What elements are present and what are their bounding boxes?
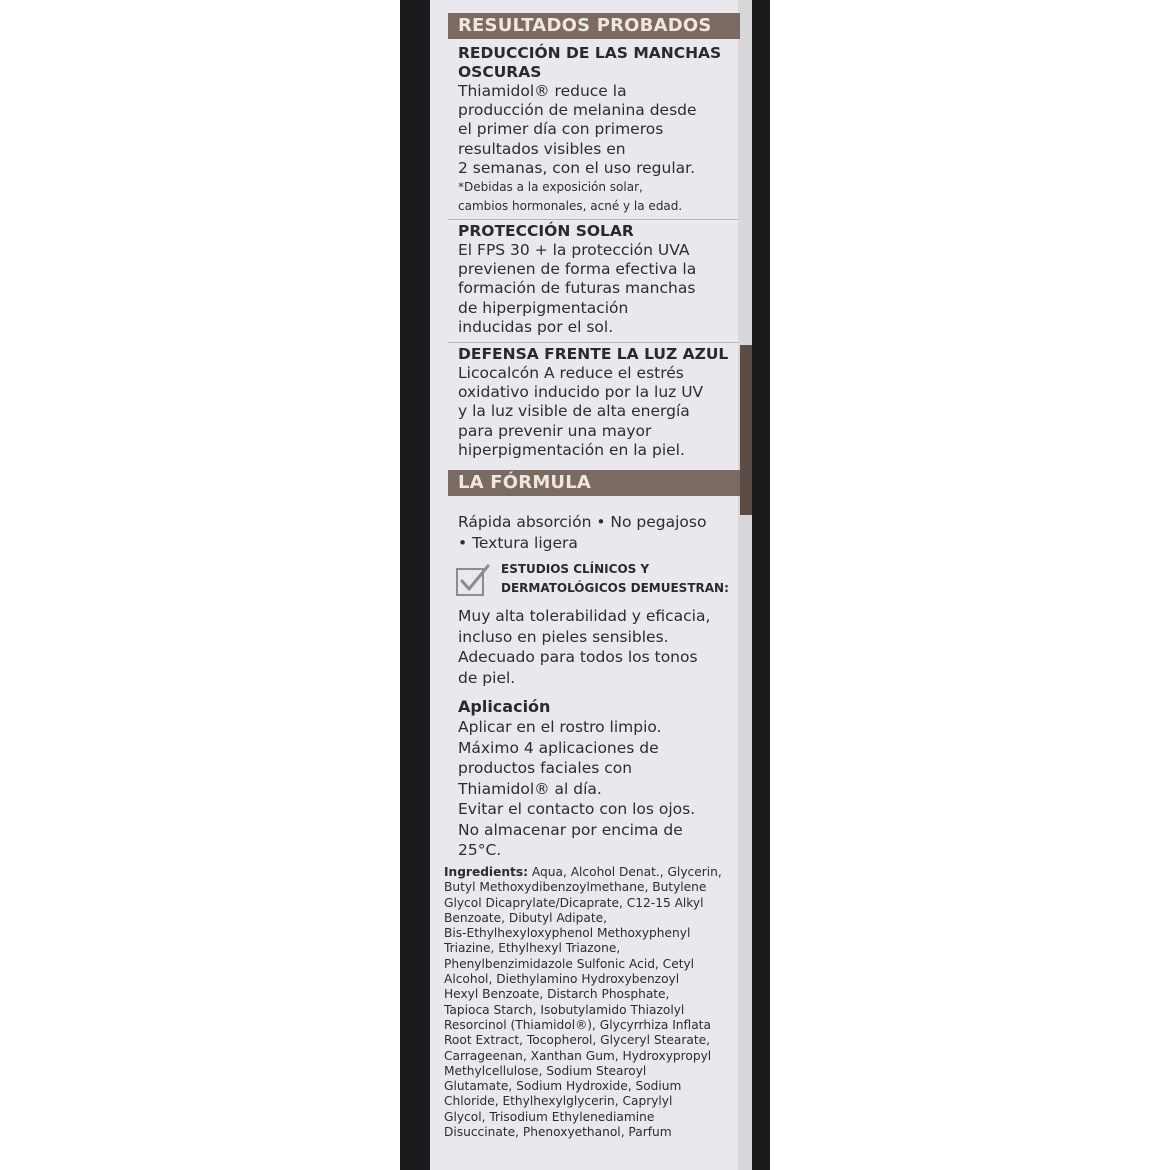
blue-light-text-line: Licocalcón A reduce el estrés (458, 364, 684, 382)
ingredients-label: Ingredients: (444, 865, 529, 879)
ingredients-line: Carrageenan, Xanthan Gum, Hydroxypropyl (444, 1048, 712, 1063)
sun-protection-text-line: El FPS 30 + la protección UVA (458, 241, 690, 259)
ingredients-line (444, 865, 744, 880)
dark-spots-heading-line: REDUCCIÓN DE LAS MANCHAS (458, 44, 722, 62)
dark-spots-text-line: producción de melanina desde (458, 101, 697, 120)
right-fold-shadow (740, 345, 752, 515)
ingredients-list (444, 865, 744, 1140)
sun-protection-text-line: de hiperpigmentación (458, 298, 629, 317)
blue-light-text-line: hiperpigmentación en la piel. (458, 440, 685, 459)
clinical-studies-text-line: Adecuado para todos los tonos (458, 648, 698, 666)
sun-protection-text-line: previenen de forma efectiva la (458, 260, 697, 279)
blue-light-heading: DEFENSA FRENTE LA LUZ AZUL (458, 345, 729, 363)
ingredients-line: Methylcellulose, Sodium Stearoyl (444, 1063, 647, 1078)
clinical-studies-label-line: DERMATOLÓGICOS DEMUESTRAN: (501, 581, 729, 595)
clinical-studies-text-line: de piel. (458, 668, 516, 687)
application-text-line: No almacenar por encima de (458, 820, 683, 839)
application-text-line: Aplicar en el rostro limpio. (458, 718, 662, 736)
results-section-band: RESULTADOS PROBADOS (448, 13, 740, 39)
ingredients-line: Alcohol, Diethylamino Hydroxybenzoyl (444, 972, 680, 987)
right-dark-edge (752, 0, 770, 1170)
dark-spots-text-line: 2 semanas, con el uso regular. (458, 158, 695, 177)
ingredients-line: Resorcinol (Thiamidol®), Glycyrrhiza Inflata (444, 1017, 711, 1032)
dark-spots-section (458, 44, 721, 216)
application-section (458, 697, 695, 861)
ingredients-line: Phenylbenzimidazole Sulfonic Acid, Cetyl (444, 956, 695, 971)
ingredients-line: Triazine, Ethylhexyl Triazone, (444, 941, 621, 956)
dark-spots-footnote-line: cambios hormonales, acné y la edad. (458, 199, 683, 214)
ingredients-line: Benzoate, Dibutyl Adipate, (444, 910, 608, 925)
sun-protection-section (458, 222, 696, 337)
clinical-studies-text-line: Muy alta tolerabilidad y eficacia, (458, 607, 711, 625)
sun-protection-text-line: inducidas por el sol. (458, 317, 614, 336)
ingredients-line: Disuccinate, Phenoxyethanol, Parfum (444, 1125, 672, 1140)
formula-feature-line: • Textura ligera (458, 534, 578, 552)
left-dark-edge (400, 0, 430, 1170)
ingredients-line: Tapioca Starch, Isobutylamido Thiazolyl (444, 1002, 685, 1017)
clinical-studies-label-line: ESTUDIOS CLÍNICOS Y (501, 562, 650, 576)
ingredients-line: Glutamate, Sodium Hydroxide, Sodium (444, 1079, 682, 1094)
ingredients-line: Root Extract, Tocopherol, Glyceryl Stearate, (444, 1033, 710, 1048)
clinical-studies-text (458, 606, 710, 688)
section-divider (448, 342, 738, 343)
sun-protection-text-line: formación de futuras manchas (458, 279, 696, 298)
clinical-studies-text-line: incluso en pieles sensibles. (458, 627, 669, 646)
application-heading: Aplicación (458, 697, 551, 716)
ingredients-line: Glycol Dicaprylate/Dicaprate, C12-15 Alkyl (444, 895, 704, 910)
application-text-line: Evitar el contacto con los ojos. (458, 800, 696, 818)
ingredients-line: Chloride, Ethylhexylglycerin, Caprylyl (444, 1094, 673, 1109)
application-text-line: Thiamidol® al día. (458, 779, 602, 798)
application-text-line: Máximo 4 aplicaciones de (458, 738, 659, 757)
blue-light-text-line: para prevenir una mayor (458, 421, 652, 440)
checkmark-icon (455, 563, 491, 599)
ingredients-line: Butyl Methoxydibenzoylmethane, Butylene (444, 880, 707, 895)
dark-spots-heading-line: OSCURAS (458, 63, 542, 81)
clinical-studies-label (501, 560, 729, 598)
dark-spots-text-line: Thiamidol® reduce la (458, 82, 627, 100)
sun-protection-heading: PROTECCIÓN SOLAR (458, 222, 634, 240)
blue-light-text-line: y la luz visible de alta energía (458, 402, 690, 421)
dark-spots-text-line: el primer día con primeros (458, 120, 664, 139)
ingredients-line-text: Aqua, Alcohol Denat., Glycerin, (528, 865, 722, 879)
ingredients-line: Glycol, Trisodium Ethylenediamine (444, 1109, 655, 1124)
formula-section-band: LA FÓRMULA (448, 470, 740, 496)
blue-light-text-line: oxidativo inducido por la luz UV (458, 383, 704, 402)
dark-spots-footnote-line: *Debidas a la exposición solar, (458, 180, 643, 195)
application-text-line: 25°C. (458, 841, 502, 859)
ingredients-line: Hexyl Benzoate, Distarch Phosphate, (444, 987, 670, 1002)
ingredients-line: Bis-Ethylhexyloxyphenol Methoxyphenyl (444, 926, 691, 941)
dark-spots-text-line: resultados visibles en (458, 139, 626, 158)
formula-feature-line: Rápida absorción • No pegajoso (458, 513, 707, 531)
formula-features (458, 512, 706, 554)
blue-light-section (458, 345, 728, 460)
section-divider (448, 219, 738, 220)
application-text-line: productos faciales con (458, 759, 633, 777)
